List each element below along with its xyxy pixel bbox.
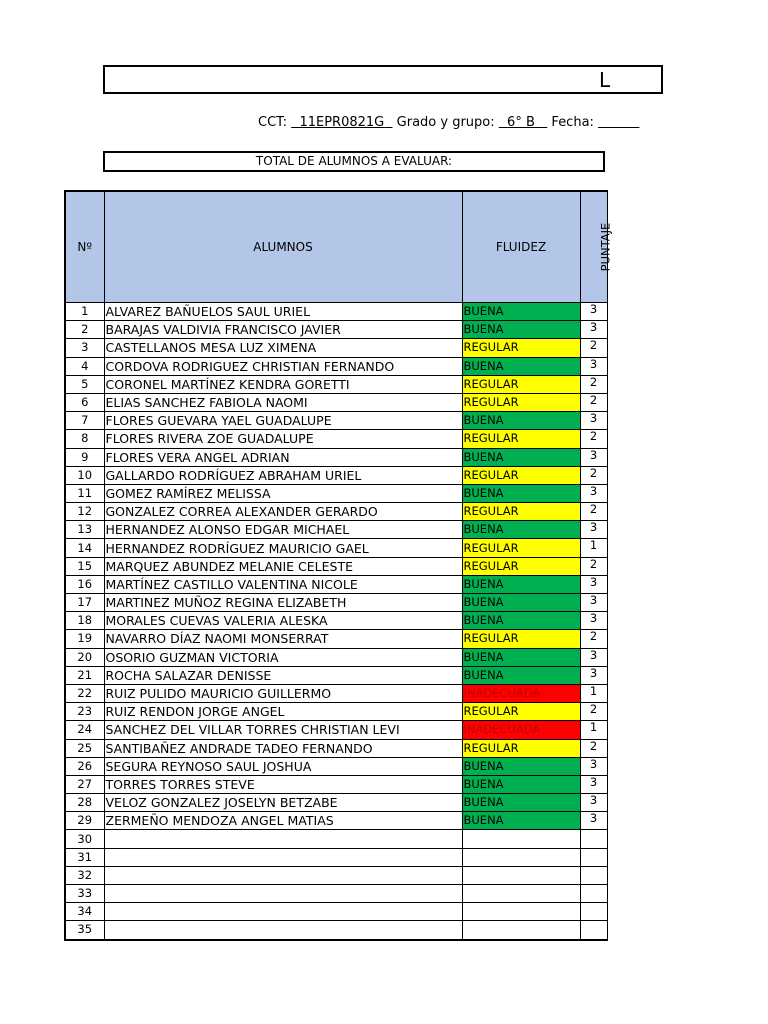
fluidez-cell[interactable]: BUENA (462, 666, 580, 684)
student-name-cell[interactable]: MORALES CUEVAS VALERIA ALESKA (104, 612, 462, 630)
row-number-cell[interactable]: 28 (65, 794, 104, 812)
table-row (65, 703, 607, 721)
row-number-cell[interactable]: 34 (65, 903, 104, 921)
fluidez-cell[interactable]: BUENA (462, 303, 580, 321)
student-name-cell[interactable]: HERNANDEZ RODRÍGUEZ MAURICIO GAEL (104, 539, 462, 557)
student-name-cell[interactable]: NAVARRO DÍAZ NAOMI MONSERRAT (104, 630, 462, 648)
fluidez-cell[interactable]: BUENA (462, 648, 580, 666)
student-name-cell[interactable]: RUIZ RENDON JORGE ANGEL (104, 703, 462, 721)
student-name-cell[interactable]: VELOZ GONZALEZ JOSELYN BETZABE (104, 794, 462, 812)
fluidez-cell[interactable]: REGULAR (462, 703, 580, 721)
table-row (65, 357, 607, 375)
table-header-row (65, 191, 607, 303)
header-fluidez: FLUIDEZ (462, 191, 580, 303)
puntaje-cell[interactable]: 2 (580, 393, 607, 411)
table-row (65, 812, 607, 830)
fluidez-cell[interactable]: REGULAR (462, 375, 580, 393)
row-number-cell[interactable]: 14 (65, 539, 104, 557)
table-row (65, 721, 607, 739)
row-number-cell[interactable]: 24 (65, 721, 104, 739)
fluidez-cell[interactable]: BUENA (462, 521, 580, 539)
grado-value: 6° B (507, 115, 535, 130)
student-name-cell[interactable]: ROCHA SALAZAR DENISSE (104, 666, 462, 684)
row-number-cell[interactable]: 15 (65, 557, 104, 575)
puntaje-cell[interactable] (580, 848, 607, 866)
fluidez-cell[interactable]: BUENA (462, 448, 580, 466)
fluidez-cell[interactable]: BUENA (462, 612, 580, 630)
row-number-cell[interactable]: 19 (65, 630, 104, 648)
fluidez-cell[interactable]: BUENA (462, 412, 580, 430)
puntaje-cell[interactable]: 3 (580, 448, 607, 466)
fluidez-cell[interactable]: REGULAR (462, 739, 580, 757)
table-row (65, 448, 607, 466)
puntaje-cell[interactable]: 1 (580, 539, 607, 557)
puntaje-cell[interactable]: 1 (580, 684, 607, 702)
table-row (65, 521, 607, 539)
puntaje-cell[interactable]: 1 (580, 721, 607, 739)
student-name-cell[interactable] (104, 866, 462, 884)
row-number-cell[interactable]: 23 (65, 703, 104, 721)
student-name-cell[interactable]: FLORES GUEVARA YAEL GUADALUPE (104, 412, 462, 430)
student-name-cell[interactable]: ZERMEÑO MENDOZA ANGEL MATIAS (104, 812, 462, 830)
table-row (65, 921, 607, 940)
fluidez-cell[interactable] (462, 903, 580, 921)
row-number-cell[interactable]: 17 (65, 594, 104, 612)
row-number-cell[interactable]: 31 (65, 848, 104, 866)
table-row (65, 666, 607, 684)
row-number-cell[interactable]: 10 (65, 466, 104, 484)
student-name-cell[interactable] (104, 848, 462, 866)
row-number-cell[interactable]: 6 (65, 393, 104, 411)
fluidez-cell[interactable]: REGULAR (462, 393, 580, 411)
page-title: L (599, 68, 611, 92)
puntaje-cell[interactable]: 3 (580, 794, 607, 812)
puntaje-cell[interactable]: 3 (580, 757, 607, 775)
puntaje-cell[interactable] (580, 830, 607, 848)
student-name-cell[interactable]: CASTELLANOS MESA LUZ XIMENA (104, 339, 462, 357)
row-number-cell[interactable]: 22 (65, 684, 104, 702)
title-box (103, 65, 663, 94)
header-no: Nº (65, 191, 104, 303)
student-name-cell[interactable]: SEGURA REYNOSO SAUL JOSHUA (104, 757, 462, 775)
table-row (65, 739, 607, 757)
student-name-cell[interactable]: SANCHEZ DEL VILLAR TORRES CHRISTIAN LEVI (104, 721, 462, 739)
table-body (65, 303, 607, 940)
fluidez-cell[interactable] (462, 866, 580, 884)
puntaje-cell[interactable]: 3 (580, 594, 607, 612)
puntaje-cell[interactable] (580, 885, 607, 903)
puntaje-cell[interactable] (580, 866, 607, 884)
header-alumnos: ALUMNOS (104, 191, 462, 303)
fluidez-cell[interactable]: REGULAR (462, 557, 580, 575)
puntaje-cell[interactable]: 3 (580, 357, 607, 375)
puntaje-cell[interactable]: 2 (580, 739, 607, 757)
fluidez-cell[interactable]: REGULAR (462, 630, 580, 648)
table-row (65, 557, 607, 575)
table-row (65, 612, 607, 630)
puntaje-cell[interactable]: 3 (580, 521, 607, 539)
student-name-cell[interactable]: GALLARDO RODRÍGUEZ ABRAHAM URIEL (104, 466, 462, 484)
fluidez-cell[interactable]: BUENA (462, 794, 580, 812)
table-row (65, 466, 607, 484)
student-name-cell[interactable]: FLORES VERA ANGEL ADRIAN (104, 448, 462, 466)
student-name-cell[interactable] (104, 830, 462, 848)
puntaje-cell[interactable]: 3 (580, 612, 607, 630)
student-name-cell[interactable]: MARTINEZ MUÑOZ REGINA ELIZABETH (104, 594, 462, 612)
table-row (65, 830, 607, 848)
student-name-cell[interactable] (104, 885, 462, 903)
student-name-cell[interactable]: ELIAS SANCHEZ FABIOLA NAOMI (104, 393, 462, 411)
info-line (258, 115, 639, 130)
total-alumnos-label: TOTAL DE ALUMNOS A EVALUAR: (255, 154, 453, 168)
grado-label: Grado y grupo: (396, 115, 495, 130)
row-number-cell[interactable]: 8 (65, 430, 104, 448)
student-name-cell[interactable]: RUIZ PULIDO MAURICIO GUILLERMO (104, 684, 462, 702)
fluidez-cell[interactable]: BUENA (462, 812, 580, 830)
table-row (65, 757, 607, 775)
fecha-value (598, 115, 639, 130)
puntaje-cell[interactable] (580, 903, 607, 921)
puntaje-cell[interactable]: 2 (580, 466, 607, 484)
student-name-cell[interactable] (104, 921, 462, 940)
row-number-cell[interactable]: 29 (65, 812, 104, 830)
row-number-cell[interactable]: 18 (65, 612, 104, 630)
table-row (65, 430, 607, 448)
fluidez-cell[interactable] (462, 848, 580, 866)
row-number-cell[interactable]: 20 (65, 648, 104, 666)
puntaje-cell[interactable]: 3 (580, 575, 607, 593)
fluidez-cell[interactable]: BUENA (462, 575, 580, 593)
student-name-cell[interactable]: MARQUEZ ABUNDEZ MELANIE CELESTE (104, 557, 462, 575)
fluidez-cell[interactable]: INADECUADA (462, 684, 580, 702)
row-number-cell[interactable]: 32 (65, 866, 104, 884)
student-name-cell[interactable]: HERNANDEZ ALONSO EDGAR MICHAEL (104, 521, 462, 539)
puntaje-cell[interactable]: 2 (580, 430, 607, 448)
student-name-cell[interactable]: BARAJAS VALDIVIA FRANCISCO JAVIER (104, 321, 462, 339)
puntaje-cell[interactable]: 3 (580, 321, 607, 339)
table-row (65, 503, 607, 521)
puntaje-cell[interactable]: 3 (580, 303, 607, 321)
student-name-cell[interactable]: GOMEZ RAMÍREZ MELISSA (104, 484, 462, 502)
header-puntaje: PUNTAJE (580, 191, 607, 303)
fluidez-cell[interactable]: INADECUADA (462, 721, 580, 739)
table-row (65, 393, 607, 411)
fluidez-cell[interactable] (462, 921, 580, 940)
table-row (65, 648, 607, 666)
fluidez-cell[interactable] (462, 830, 580, 848)
table-row (65, 594, 607, 612)
fluidez-cell[interactable]: REGULAR (462, 539, 580, 557)
table-row (65, 903, 607, 921)
table-row (65, 866, 607, 884)
row-number-cell[interactable]: 12 (65, 503, 104, 521)
table-row (65, 794, 607, 812)
student-name-cell[interactable]: TORRES TORRES STEVE (104, 775, 462, 793)
fluidez-cell[interactable]: REGULAR (462, 339, 580, 357)
puntaje-cell[interactable]: 2 (580, 503, 607, 521)
row-number-cell[interactable]: 27 (65, 775, 104, 793)
row-number-cell[interactable]: 2 (65, 321, 104, 339)
table-row (65, 484, 607, 502)
puntaje-cell[interactable]: 2 (580, 375, 607, 393)
student-name-cell[interactable]: MARTÍNEZ CASTILLO VALENTINA NICOLE (104, 575, 462, 593)
puntaje-cell[interactable]: 2 (580, 703, 607, 721)
table-row (65, 684, 607, 702)
puntaje-cell[interactable] (580, 921, 607, 940)
row-number-cell[interactable]: 9 (65, 448, 104, 466)
fluidez-cell[interactable]: BUENA (462, 757, 580, 775)
row-number-cell[interactable]: 26 (65, 757, 104, 775)
row-number-cell[interactable]: 33 (65, 885, 104, 903)
puntaje-cell[interactable]: 3 (580, 812, 607, 830)
student-name-cell[interactable]: OSORIO GUZMAN VICTORIA (104, 648, 462, 666)
row-number-cell[interactable]: 5 (65, 375, 104, 393)
student-name-cell[interactable]: GONZALEZ CORREA ALEXANDER GERARDO (104, 503, 462, 521)
row-number-cell[interactable]: 1 (65, 303, 104, 321)
row-number-cell[interactable]: 16 (65, 575, 104, 593)
table-row (65, 885, 607, 903)
total-alumnos-box (103, 151, 605, 172)
fluidez-cell[interactable]: REGULAR (462, 503, 580, 521)
table-row (65, 848, 607, 866)
table-row (65, 321, 607, 339)
row-number-cell[interactable]: 7 (65, 412, 104, 430)
fluidez-cell[interactable]: BUENA (462, 321, 580, 339)
table-row (65, 630, 607, 648)
table-row (65, 412, 607, 430)
puntaje-cell[interactable]: 3 (580, 775, 607, 793)
table-row (65, 339, 607, 357)
fecha-label: Fecha: (551, 115, 594, 130)
table-row (65, 375, 607, 393)
row-number-cell[interactable]: 35 (65, 921, 104, 940)
puntaje-cell[interactable]: 3 (580, 412, 607, 430)
student-name-cell[interactable]: FLORES RIVERA ZOE GUADALUPE (104, 430, 462, 448)
puntaje-cell[interactable]: 3 (580, 484, 607, 502)
row-number-cell[interactable]: 21 (65, 666, 104, 684)
puntaje-cell[interactable]: 3 (580, 648, 607, 666)
row-number-cell[interactable]: 11 (65, 484, 104, 502)
table-row (65, 303, 607, 321)
puntaje-cell[interactable]: 3 (580, 666, 607, 684)
cct-label: CCT: (258, 115, 288, 130)
puntaje-cell[interactable]: 2 (580, 557, 607, 575)
fluidez-cell[interactable]: BUENA (462, 594, 580, 612)
row-number-cell[interactable]: 25 (65, 739, 104, 757)
fluidez-cell[interactable]: REGULAR (462, 466, 580, 484)
cct-value: 11EPR0821G (299, 115, 385, 130)
student-name-cell[interactable]: CORONEL MARTÍNEZ KENDRA GORETTI (104, 375, 462, 393)
row-number-cell[interactable]: 13 (65, 521, 104, 539)
fluidez-cell[interactable]: BUENA (462, 357, 580, 375)
row-number-cell[interactable]: 4 (65, 357, 104, 375)
student-name-cell[interactable]: SANTIBAÑEZ ANDRADE TADEO FERNANDO (104, 739, 462, 757)
fluidez-cell[interactable]: BUENA (462, 775, 580, 793)
row-number-cell[interactable]: 30 (65, 830, 104, 848)
student-name-cell[interactable]: ALVAREZ BAÑUELOS SAUL URIEL (104, 303, 462, 321)
puntaje-cell[interactable]: 2 (580, 630, 607, 648)
table-row (65, 775, 607, 793)
table-row (65, 575, 607, 593)
student-name-cell[interactable]: CORDOVA RODRIGUEZ CHRISTIAN FERNANDO (104, 357, 462, 375)
table-row (65, 539, 607, 557)
student-name-cell[interactable] (104, 903, 462, 921)
fluidez-cell[interactable]: BUENA (462, 484, 580, 502)
row-number-cell[interactable]: 3 (65, 339, 104, 357)
fluidez-cell[interactable]: REGULAR (462, 430, 580, 448)
students-table (64, 190, 612, 941)
puntaje-cell[interactable]: 2 (580, 339, 607, 357)
fluidez-cell[interactable] (462, 885, 580, 903)
